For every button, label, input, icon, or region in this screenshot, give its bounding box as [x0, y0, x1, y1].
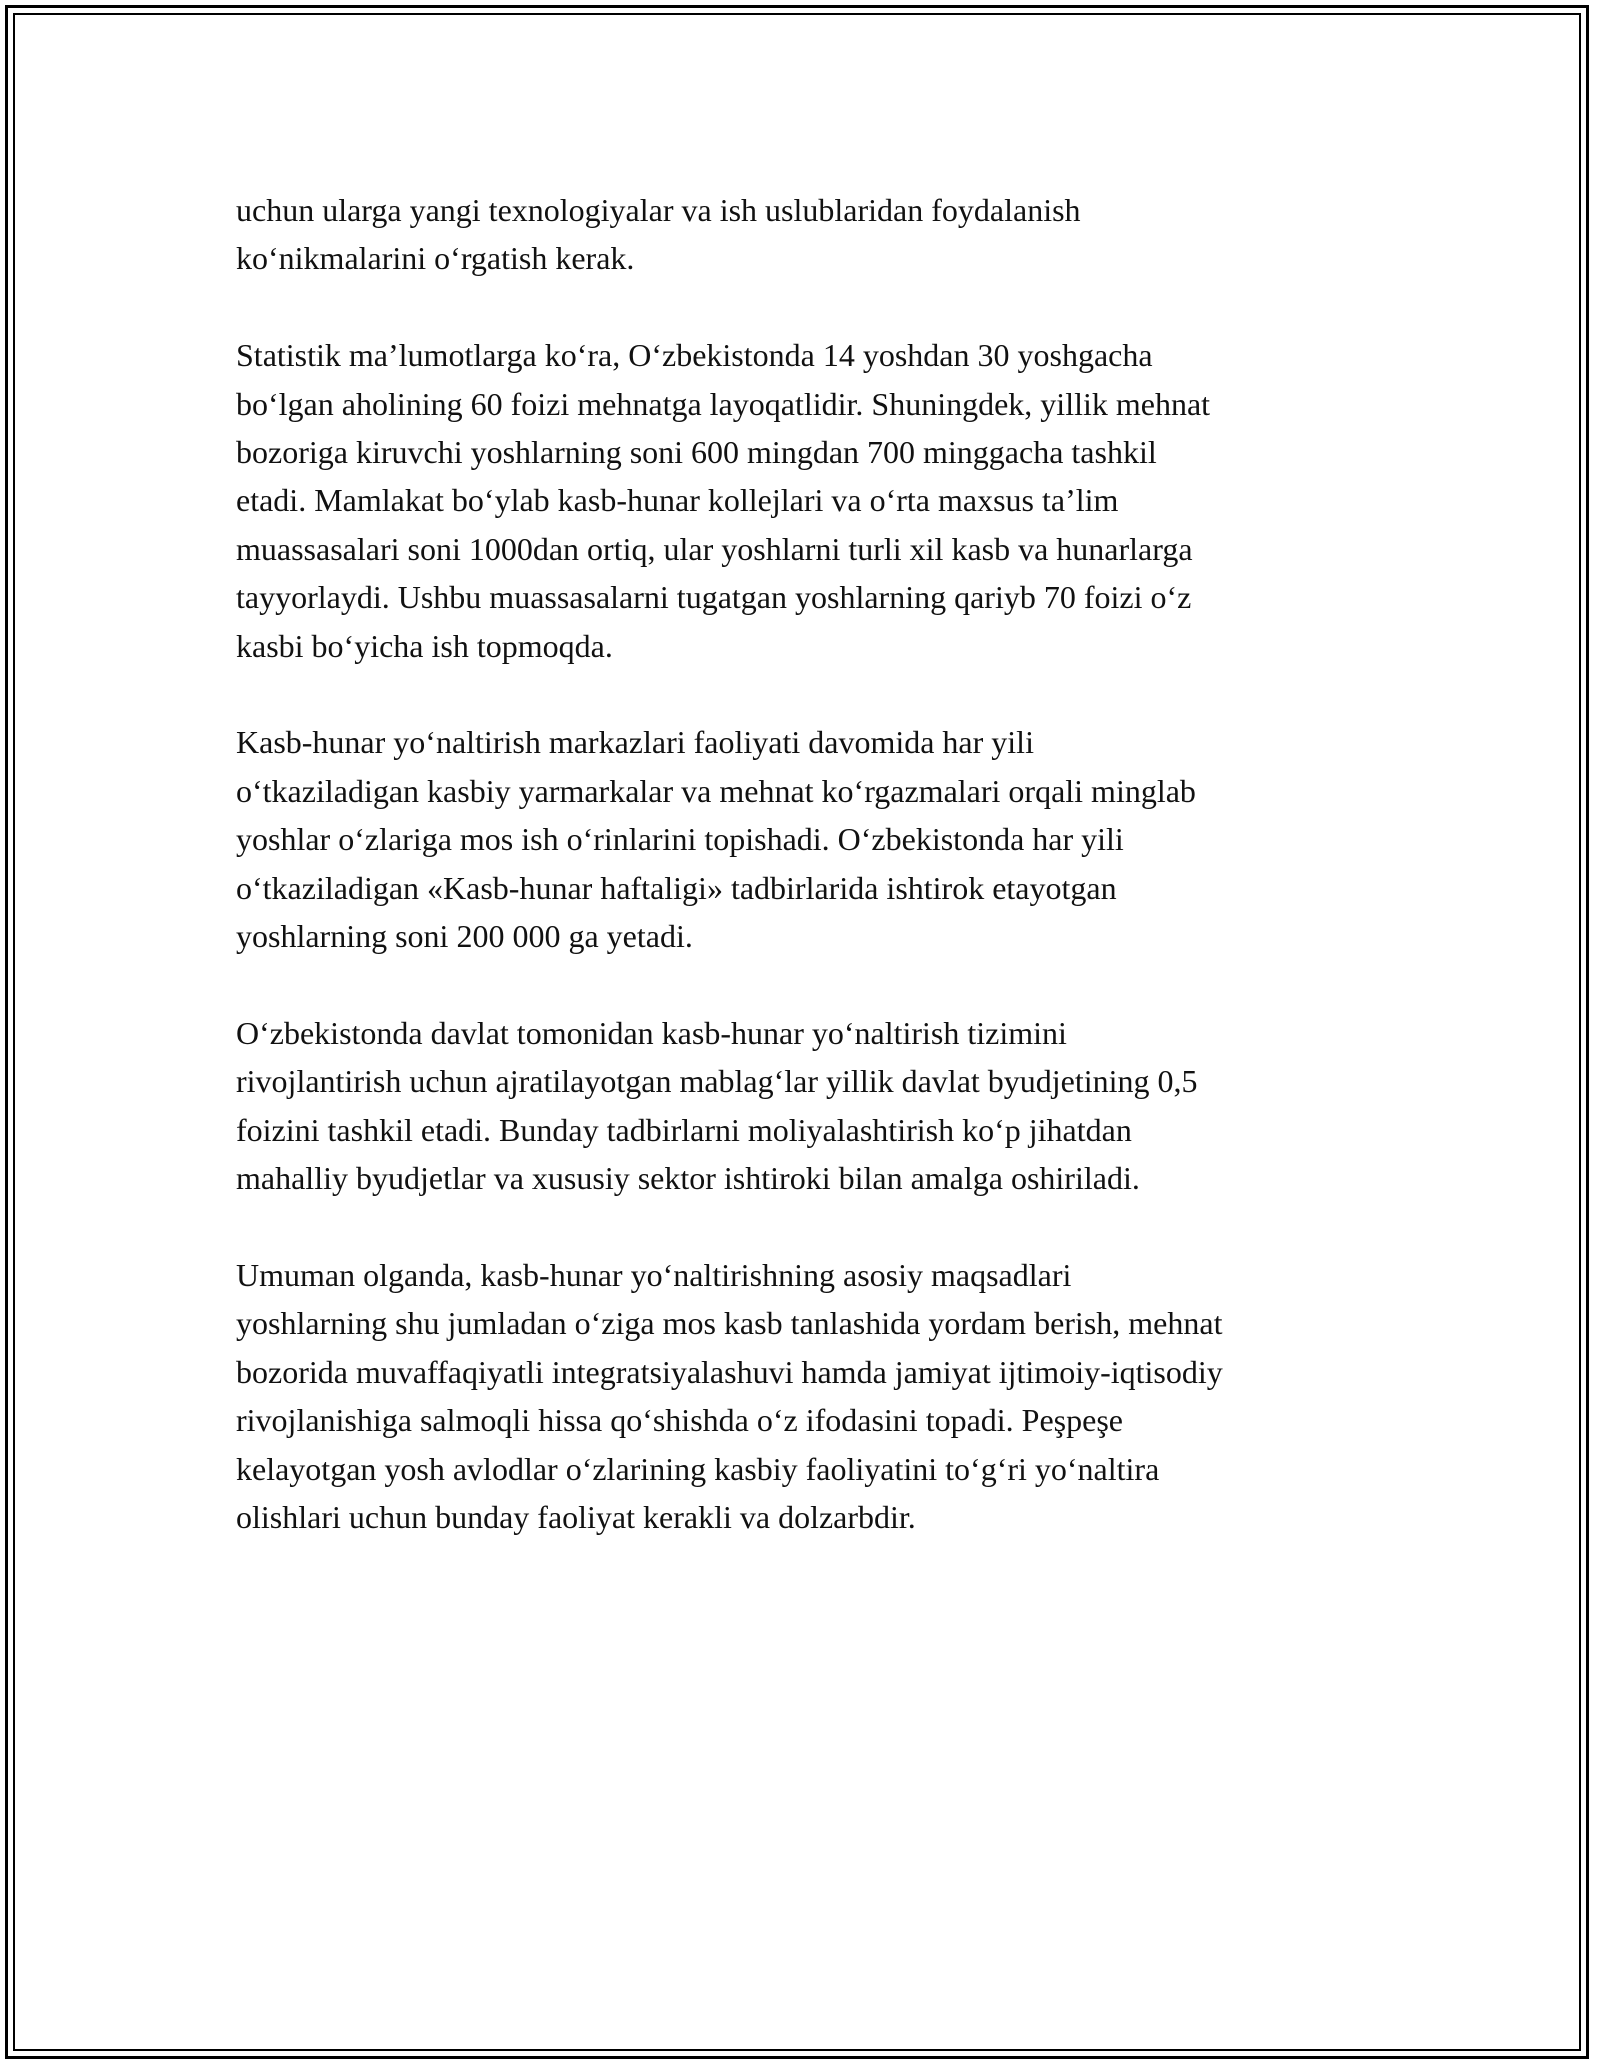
text-line: etadi. Mamlakat bo‘ylab kasb-hunar kollejlari va o‘rta maxsus ta’lim	[236, 482, 1119, 519]
text-line: rivojlantirish uchun ajratilayotgan mablag‘lar yillik davlat byudjetining 0,5	[236, 1063, 1198, 1100]
paragraph-5	[236, 1251, 1396, 1541]
text-line: bo‘lgan aholining 60 foizi mehnatga layoqatlidir. Shuningdek, yillik mehnat	[236, 385, 1211, 422]
text-line: yoshlarning shu jumladan o‘ziga mos kasb tanlashida yordam berish, mehnat	[236, 1305, 1223, 1342]
text-line: kasbi bo‘yicha ish topmoqda.	[236, 627, 613, 664]
text-line: Statistik ma’lumotlarga ko‘ra, O‘zbekistonda 14 yoshdan 30 yoshgacha	[236, 337, 1153, 374]
text-line: olishlari uchun bunday faoliyat kerakli va dolzarbdir.	[236, 1498, 916, 1535]
text-line: Kasb-hunar yo‘naltirish markazlari faoliyati davomida har yili	[236, 724, 1034, 761]
text-line: kelayotgan yosh avlodlar o‘zlarining kasbiy faoliyatini to‘g‘ri yo‘naltira	[236, 1450, 1160, 1487]
paragraph-3	[236, 718, 1396, 960]
text-line: bozoriga kiruvchi yoshlarning soni 600 mingdan 700 minggacha tashkil	[236, 434, 1157, 471]
text-line: Umuman olganda, kasb-hunar yo‘naltirishning asosiy maqsadlari	[236, 1256, 1072, 1293]
text-line: foizini tashkil etadi. Bunday tadbirlarni moliyalashtirish ko‘p jihatdan	[236, 1111, 1132, 1148]
text-line: ko‘nikmalarini o‘rgatish kerak.	[236, 240, 635, 277]
paragraph-1	[236, 186, 1396, 283]
paragraph-2	[236, 331, 1396, 670]
text-line: bozorida muvaffaqiyatli integratsiyalashuvi hamda jamiyat ijtimoiy-iqtisodiy	[236, 1353, 1223, 1390]
text-line: uchun ularga yangi texnologiyalar va ish uslublaridan foydalanish	[236, 192, 1081, 228]
text-line: muassasalari soni 1000dan ortiq, ular yoshlarni turli xil kasb va hunarlarga	[236, 530, 1193, 567]
document-body	[236, 186, 1396, 1590]
paragraph-4	[236, 1009, 1396, 1203]
text-line: tayyorlaydi. Ushbu muassasalarni tugatgan yoshlarning qariyb 70 foizi o‘z	[236, 579, 1192, 616]
text-line: O‘zbekistonda davlat tomonidan kasb-hunar yo‘naltirish tizimini	[236, 1014, 1067, 1051]
text-line: rivojlanishiga salmoqli hissa qo‘shishda o‘z ifodasini topadi. Peşpeşe	[236, 1402, 1123, 1439]
text-line: yoshlarning soni 200 000 ga yetadi.	[236, 918, 693, 955]
text-line: o‘tkaziladigan «Kasb-hunar haftaligi» tadbirlarida ishtirok etayotgan	[236, 869, 1117, 906]
text-line: o‘tkaziladigan kasbiy yarmarkalar va mehnat ko‘rgazmalari orqali minglab	[236, 772, 1196, 809]
text-line: yoshlar o‘zlariga mos ish o‘rinlarini topishadi. O‘zbekistonda har yili	[236, 821, 1124, 858]
text-line: mahalliy byudjetlar va xususiy sektor ishtiroki bilan amalga oshiriladi.	[236, 1160, 1140, 1197]
